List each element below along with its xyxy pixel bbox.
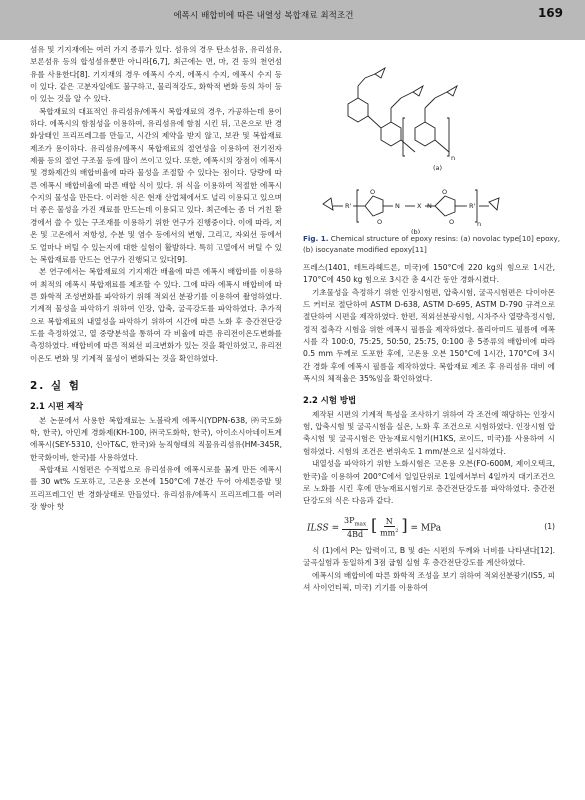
intro-paragraph-1: 섬유 및 기지재에는 여러 가지 종류가 있다. 섬유의 경우 탄소섬유, 유리섬유, 보론섬유 등의 합성섬유뿐만 아니라[6,7], 최근에는 면, 마, 견 등의 천연섬유를 사용한다[8]. 기지재의 경우 에폭시 수지, 에폭시 수지, 에폭시 수지 등이 있다. 같은 고분자일에도 불구하고, 물리적강도, 화학적 변화 등의 차이 등이 있는 것을 알 수 있다.: [30, 45, 282, 104]
fraction-denominator: 4Bd: [346, 530, 364, 540]
atom-label-r-left: R': [345, 202, 352, 210]
epoxide-ring-2: [413, 86, 423, 96]
subsection-title-specimen: 2.1 시편 제작: [30, 401, 84, 412]
subsection-title-method: 2.2 시험 방법: [303, 395, 357, 406]
repeat-n-label-b: n: [477, 220, 482, 228]
test-specimen-paragraph: 기초물성을 측정하기 위한 인장시험편, 압축시험, 굴곡시험편은 다이아몬드 커터로 절단하여 ASTM D-638, ASTM D-695, ASTM D-790 규격으로 절단하여 시편을 제작하였다. 한편, 적외선분광시험, 시차주사 열량측정시험, 정적 접촉각 시험을 위한 에폭시 필름을 제작하였다. 폴리아미드 필름에 에폭시를 각 100:0, 75:25, 50:50, 25:75, 0:100 총 5종류의 배합비에 따라 0.5 mm 두께로 도포한 후에, 고온용 오븐 150°C에 1시간, 170°C에 3시간 경화 후에 에폭시 필름을 제작하였다. 복합재료 제조 후 유리섬유 대비 에폭시의 체적율은 35%임을 확인하였다.: [303, 287, 555, 384]
atom-label-o-4: O: [449, 218, 455, 226]
atom-label-o-2: O: [377, 218, 383, 226]
epoxide-ring-1: [375, 68, 385, 78]
method-paragraph-3: 식 (1)에서 P는 압력이고, B 및 d는 시편의 두께와 너비를 나타낸다[12]. 굴곡실험과 동일하게 3점 굽힘 실험 후 층간전단강도를 계산하였다.: [303, 546, 555, 568]
panel-a-label: (a): [433, 164, 443, 172]
benzene-ring-2: [381, 122, 401, 146]
fraction-numerator: 3P: [343, 515, 355, 525]
section-title-experiment: 2. 실 험: [30, 379, 81, 392]
method-paragraph-4: 에폭시의 배합비에 따른 화학적 조성을 보기 위하여 적외선분광기(IS5, 피셔 사이언티픽, 미국) 기기를 이용하여: [303, 570, 555, 593]
epoxide-ring-left: [323, 198, 333, 210]
unit-denominator-sup: 2: [395, 528, 399, 534]
method-paragraph-1: 제작된 시편의 기계적 특성을 조사하기 위하여 각 조건에 해당하는 인장시험, 압축시험 및 굴곡시험을 실온, 노화 후 조건으로 시험하였다. 인장시험 압축시험 및 굴곡시험은 만능재료시험기(H1KS, 로이드, 미국)를 사용하여 시험하였다. 시험의 조건은 변위속도 1 mm/분으로 실시하였다.: [303, 409, 555, 456]
method-paragraph-2: 내열성을 파악하기 위한 노화시험은 고온용 오븐(FO-600M, 제이오텍크, 한국)을 이용하여 200°C에서 일일단위로 1일에서부터 4일까지 대기조건으로 노화를 시킨 후에 만능재료시험기로 층간전단강도를 파악하였다. 층간전단강도의 식은 다음과 같다.: [303, 459, 555, 506]
intro-paragraph-3: 본 연구에서는 복합재료의 기지재간 배율에 따른 에폭시 배합비를 이용하여 최적의 에폭시 복합재료를 제조할 수 있다. 그에 따라 에폭시 배합비에 따른 화학적 조성변화를 파악하기 위해 적외선 분광기를 이용하여 촬영하였다. 기계적 물성을 파악하기 위하여 인장, 압축, 굴곡강도를 파악하였다. 추가적으로 복합재료의 내열성을 파악하기 위하여 시간에 따른 노화 후 층간전단강도를 측정하였고, 열 중량분석을 통하여 각 비율에 따른 유리전이온도변화를 측정하였다. 배합비에 따른 적외선 피크변화가 있는 것을 확인하였고, 유리전이온도 변화 및 기계적 물성이 변화되는 것을 확인하였다.: [30, 267, 282, 363]
oxazolidone-ring-left: [365, 196, 383, 216]
epoxide-ring-3: [447, 86, 457, 96]
specimen-paragraph-1: 본 논문에서 사용한 복합재료는 노볼락계 에폭시(YDPN-638, ㈜국도화학, 한국), 아민계 경화제(KH-100, ㈜국도화학, 한국), 아이소시아네이트계 에폭시(SEY-5310, 신아T&C, 한국)와 능직형태의 직물유리섬유(HM-345R, 한국화이바, 한국)를 사용하였다.: [30, 415, 282, 462]
benzene-ring-3: [415, 122, 435, 146]
structure-drawing: [303, 44, 561, 234]
panel-b-label: (b): [411, 228, 421, 234]
figure-caption: [303, 234, 561, 255]
unit-fraction: [380, 517, 398, 538]
specimen-paragraph-2: 복합재료 시험편은 수적법으로 유리섬유에 에폭시로를 묽게 만든 에폭시를 30 wt% 도포하고, 고온용 오븐에 150°C에 7분간 두어 아세톤증발 및 프리프레그인 반 경화상태로 만들었다. 유리섬유/에폭시 프리프레그를 여러장 쌓아 핫: [30, 465, 282, 512]
figure-caption-label: Fig. 1.: [303, 234, 329, 243]
atom-label-n-1: N: [395, 202, 400, 210]
fraction-numerator-sub: max: [354, 521, 367, 528]
benzene-ring-1: [348, 98, 368, 122]
atom-label-n-2: N: [427, 202, 432, 210]
equation-rhs: = MPa: [410, 522, 442, 533]
equation-lhs: ILSS: [307, 522, 329, 533]
chemical-structure-figure: [303, 44, 561, 260]
atom-label-r-right: R': [469, 202, 476, 210]
equation-fraction: [342, 516, 368, 540]
unit-numerator: N: [385, 517, 393, 526]
epoxide-ring-right: [489, 198, 499, 210]
ilss-equation: ILSS = $\frac{3P_{max}}{4Bd}$ [ $\frac{N}{mm^2}$ ] = MPa (1): [307, 514, 555, 540]
right-column: [303, 262, 555, 595]
running-title: 에폭시 배합비에 따른 내열성 복합재료 최적조건: [173, 11, 354, 21]
left-column: [30, 44, 282, 513]
equation-number: (1): [544, 522, 555, 532]
intro-paragraph-2: 복합재료의 대표적인 유리섬유/에폭시 복합재료의 경우, 가공하는데 용이하다. 에폭시의 함침성을 이용하여, 유리섬유에 함침 시킨 뒤, 고온으로 반 경화상태인 프리프레그를 만들고, 시간의 제약을 받지 않고, 보관 및 복합재료 제조가 용이하다. 유리섬유/에폭시 복합재료의 절연성을 이용하여 전기전자제품 등의 절연 구조물 등에 많이 쓰이고 있다. 또한, 에폭시의 장점이 에폭시 및 경화제간의 배합비율에 따라 물성을 조절할 수 있다는 점이다. 당량에 따른 에폭시 배합비율에 따른 배합 식이 있다. 위 식을 이용하여 적절한 에폭시수지의 물성을 만든다. 이러한 식은 현재 산업체에서도 널리 이용되고 있으며 더 좋은 물성을 가진 재료를 만드는데 이용되고 있다. 최근에는 좀 더 거친 환경에서 쓸 수 있는 구조재를 이용하기 위한 연구가 진행중이다. 이에 따라, 저온 및 고온에서 저항성, 수분 및 염수 등에서의 변형, 그리고, 자외선 등에서도 얼마나 버틸 수 있는지에 대한 실험이 활발하다. 특히 고열에서 버틸 수 있는 복합재료를 만드는 연구가 진행되고 있다[9].: [30, 106, 282, 264]
oxazolidone-ring-right: [435, 196, 455, 216]
atom-label-x: X: [417, 202, 422, 210]
page-number: 169: [537, 6, 563, 20]
unit-denominator: mm: [380, 528, 396, 538]
figure-caption-text: Chemical structure of epoxy resins: (a) novolac type[10] epoxy, (b) isocyanate modified epoxy[11]: [303, 234, 561, 254]
atom-label-o-1: O: [370, 188, 376, 196]
atom-label-o-3: O: [442, 188, 448, 196]
repeat-n-label-a: n: [451, 154, 456, 162]
press-paragraph: 프레스(1401, 테트라헤드론, 미국)에 150°C에 220 kg의 힘으로 1시간, 170°C에 450 kg 힘으로 3시간 총 4시간 동안 경화시켰다.: [303, 263, 555, 285]
